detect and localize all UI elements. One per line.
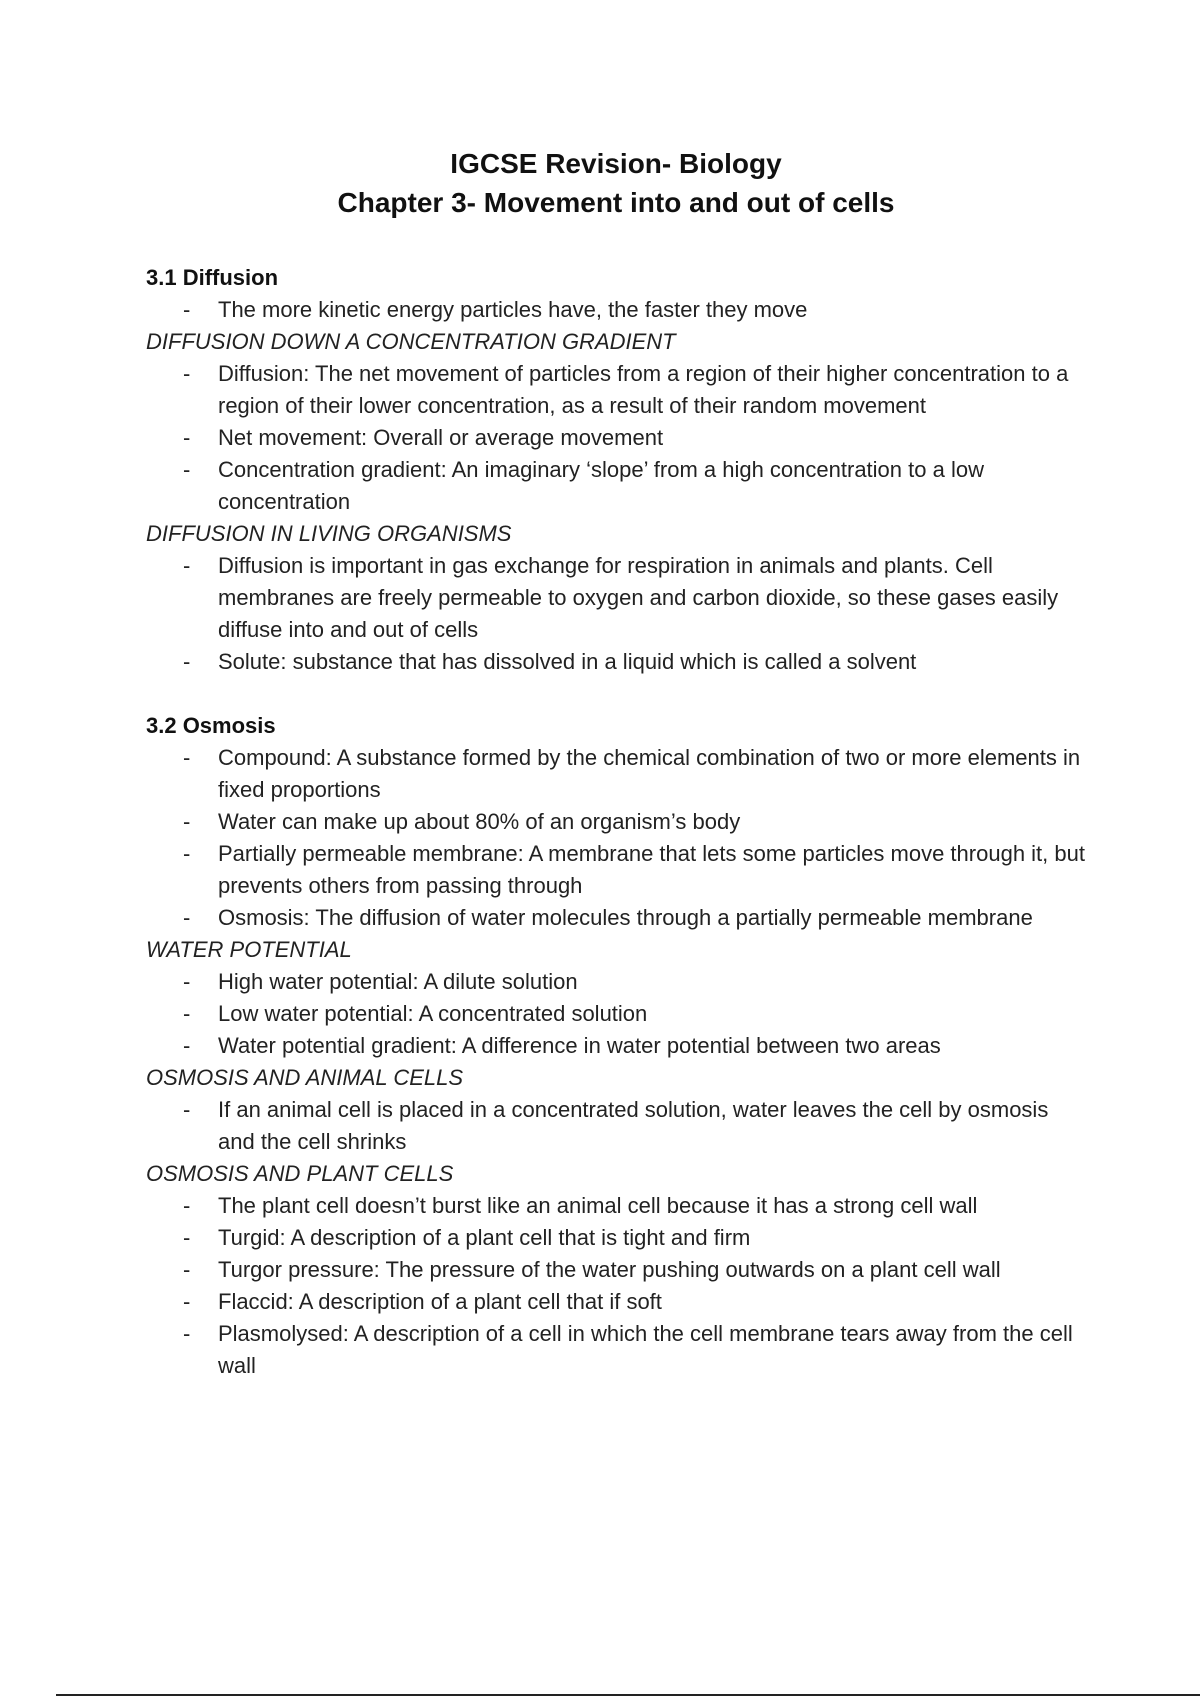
subheading-water-potential: WATER POTENTIAL	[146, 937, 352, 962]
list-item: - Turgid: A description of a plant cell that is tight and firm	[218, 1222, 1086, 1254]
list-item: - If an animal cell is placed in a concentrated solution, water leaves the cell by osmosis and the cell shrinks	[218, 1094, 1086, 1158]
list-item: - Diffusion: The net movement of particles from a region of their higher concentration to a region of their lower concentration, as a result of their random movement	[218, 358, 1086, 422]
list-item: - Turgor pressure: The pressure of the water pushing outwards on a plant cell wall	[218, 1254, 1086, 1286]
subheading-diffusion-living-organisms: DIFFUSION IN LIVING ORGANISMS	[146, 521, 512, 546]
document-title	[0, 144, 1200, 222]
page-bottom-divider	[56, 1694, 1200, 1696]
list-item: - Water potential gradient: A difference in water potential between two areas	[218, 1030, 1086, 1062]
diffusion-gradient-list	[146, 358, 1086, 518]
diffusion-living-organisms-list	[146, 550, 1086, 678]
list-item: - Low water potential: A concentrated solution	[218, 998, 1086, 1030]
subheading-diffusion-gradient: DIFFUSION DOWN A CONCENTRATION GRADIENT	[146, 329, 676, 354]
document-body	[146, 262, 1086, 1382]
section-heading-diffusion: 3.1 Diffusion	[146, 265, 279, 290]
list-item: - The plant cell doesn’t burst like an animal cell because it has a strong cell wall	[218, 1190, 1086, 1222]
list-item: - Diffusion is important in gas exchange for respiration in animals and plants. Cell membranes are freely permeable to oxygen and carbon dioxide, so these gases easily diffuse into and out of cells	[218, 550, 1086, 646]
document-title-line-1: IGCSE Revision- Biology	[450, 148, 782, 179]
document-title-line-2: Chapter 3- Movement into and out of cells	[337, 187, 895, 218]
water-potential-list	[146, 966, 1086, 1062]
osmosis-intro-list	[146, 742, 1086, 934]
list-item: - Plasmolysed: A description of a cell in which the cell membrane tears away from the cell wall	[218, 1318, 1086, 1382]
osmosis-animal-cells-list	[146, 1094, 1086, 1158]
list-item: - High water potential: A dilute solution	[218, 966, 1086, 998]
list-item: - Solute: substance that has dissolved in a liquid which is called a solvent	[218, 646, 1086, 678]
section-heading-osmosis: 3.2 Osmosis	[146, 713, 276, 738]
osmosis-plant-cells-list	[146, 1190, 1086, 1382]
subheading-osmosis-plant-cells: OSMOSIS AND PLANT CELLS	[146, 1161, 454, 1186]
list-item: - Water can make up about 80% of an organism’s body	[218, 806, 1086, 838]
list-item: - Osmosis: The diffusion of water molecules through a partially permeable membrane	[218, 902, 1086, 934]
diffusion-intro-list	[146, 294, 1086, 326]
section-spacer	[146, 678, 1086, 710]
list-item: - Net movement: Overall or average movement	[218, 422, 1086, 454]
list-item: - Compound: A substance formed by the chemical combination of two or more elements in fixed proportions	[218, 742, 1086, 806]
subheading-osmosis-animal-cells: OSMOSIS AND ANIMAL CELLS	[146, 1065, 464, 1090]
list-item: - Flaccid: A description of a plant cell that if soft	[218, 1286, 1086, 1318]
list-item: - The more kinetic energy particles have, the faster they move	[218, 294, 1086, 326]
list-item: - Concentration gradient: An imaginary ‘slope’ from a high concentration to a low concentration	[218, 454, 1086, 518]
list-item: - Partially permeable membrane: A membrane that lets some particles move through it, but prevents others from passing through	[218, 838, 1086, 902]
